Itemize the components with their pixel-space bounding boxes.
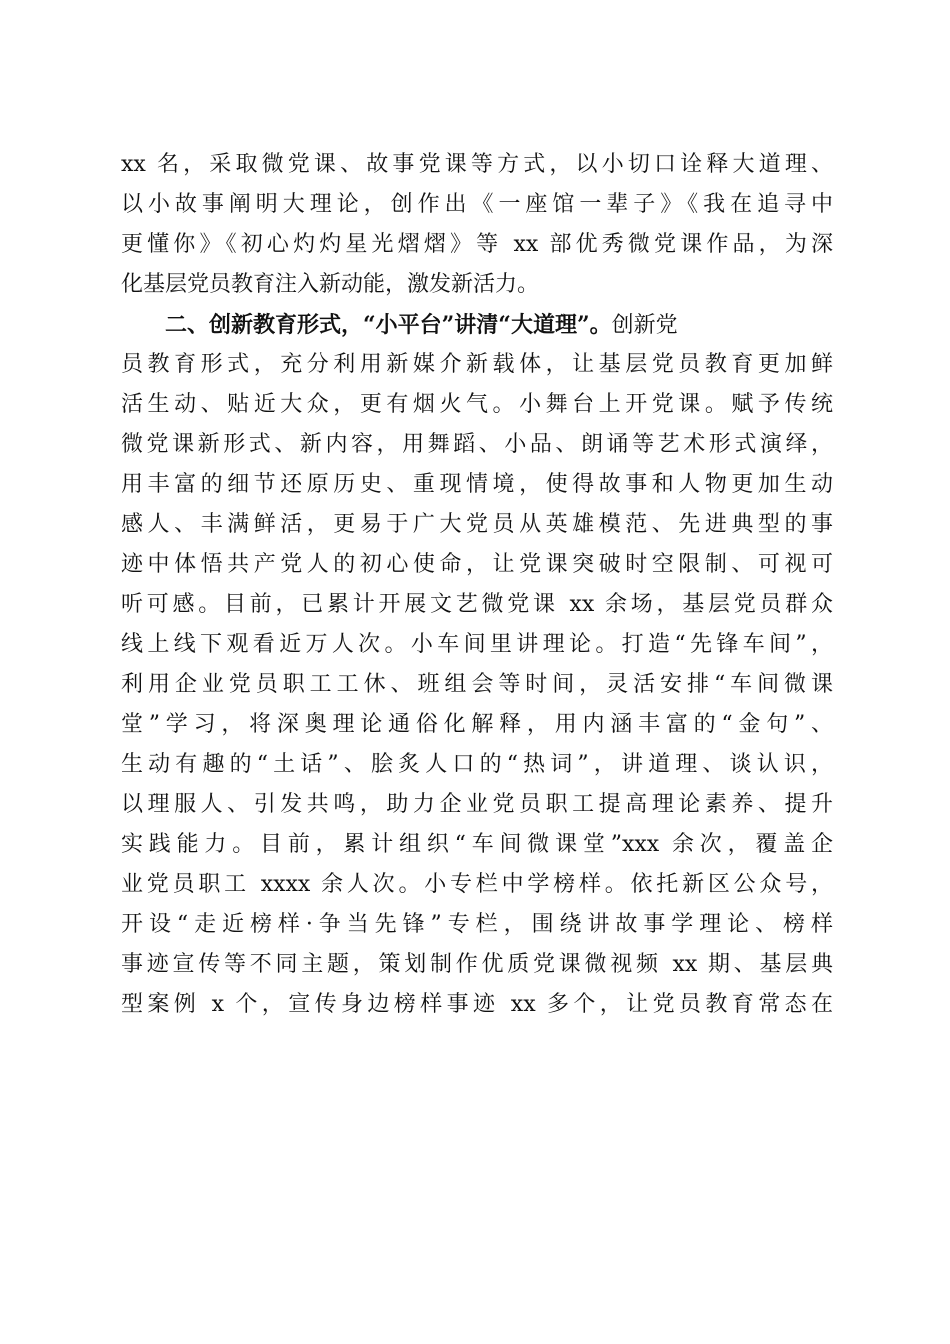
text-line: 以理服人、引发共鸣，助力企业党员职工提高理论素养、提升 xyxy=(121,792,833,817)
text-line: 更懂你》《初心灼灼星光熠熠》等 xx 部优秀微党课作品，为深 xyxy=(121,232,833,257)
text-line: 迹中体悟共产党人的初心使命，让党课突破时空限制、可视可 xyxy=(121,552,833,577)
text-line: 微党课新形式、新内容，用舞蹈、小品、朗诵等艺术形式演绎， xyxy=(121,432,833,457)
text-line: 以小故事阐明大理论，创作出《一座馆一辈子》《我在追寻中 xyxy=(121,192,833,217)
text-line: 利用企业党员职工工休、班组会等时间，灵活安排“车间微课 xyxy=(121,672,833,697)
text-line: 化基层党员教育注入新动能，激发新活力。 xyxy=(121,272,540,297)
text-line: 开设“走近榜样·争当先锋”专栏，围绕讲故事学理论、榜样 xyxy=(121,912,833,937)
text-line: 事迹宣传等不同主题，策划制作优质党课微视频 xx 期、基层典 xyxy=(121,952,833,977)
text-line: 员教育形式，充分利用新媒介新载体，让基层党员教育更加鲜 xyxy=(121,352,833,377)
text-line: 线上线下观看近万人次。小车间里讲理论。打造“先锋车间”， xyxy=(121,632,833,657)
body-text xyxy=(121,145,833,1025)
text-line: 实践能力。目前，累计组织“车间微课堂”xxx 余次，覆盖企 xyxy=(121,832,833,857)
text-line: 用丰富的细节还原历史、重现情境，使得故事和人物更加生动 xyxy=(121,472,833,497)
text-line: xx 名，采取微党课、故事党课等方式，以小切口诠释大道理、 xyxy=(121,152,833,177)
heading-line-rest: 创新党 xyxy=(611,313,678,338)
section-heading: 二、创新教育形式，“小平台”讲清“大道理”。 xyxy=(165,312,612,338)
text-line: 生动有趣的“土话”、脍炙人口的“热词”，讲道理、谈认识， xyxy=(121,752,833,777)
text-line: 活生动、贴近大众，更有烟火气。小舞台上开党课。赋予传统 xyxy=(121,392,833,417)
text-line: 听可感。目前，已累计开展文艺微党课 xx 余场，基层党员群众 xyxy=(121,592,833,617)
text-line: 堂”学习，将深奥理论通俗化解释，用内涵丰富的“金句”、 xyxy=(121,712,833,737)
text-line: 业党员职工 xxxx 余人次。小专栏中学榜样。依托新区公众号， xyxy=(121,872,833,897)
paragraph-1 xyxy=(121,145,833,305)
paragraph-2 xyxy=(121,305,833,1025)
section-heading-line xyxy=(121,305,833,345)
text-line: 感人、丰满鲜活，更易于广大党员从英雄模范、先进典型的事 xyxy=(121,512,833,537)
text-line: 型案例 x 个，宣传身边榜样事迹 xx 多个，让党员教育常态在 xyxy=(121,992,833,1017)
